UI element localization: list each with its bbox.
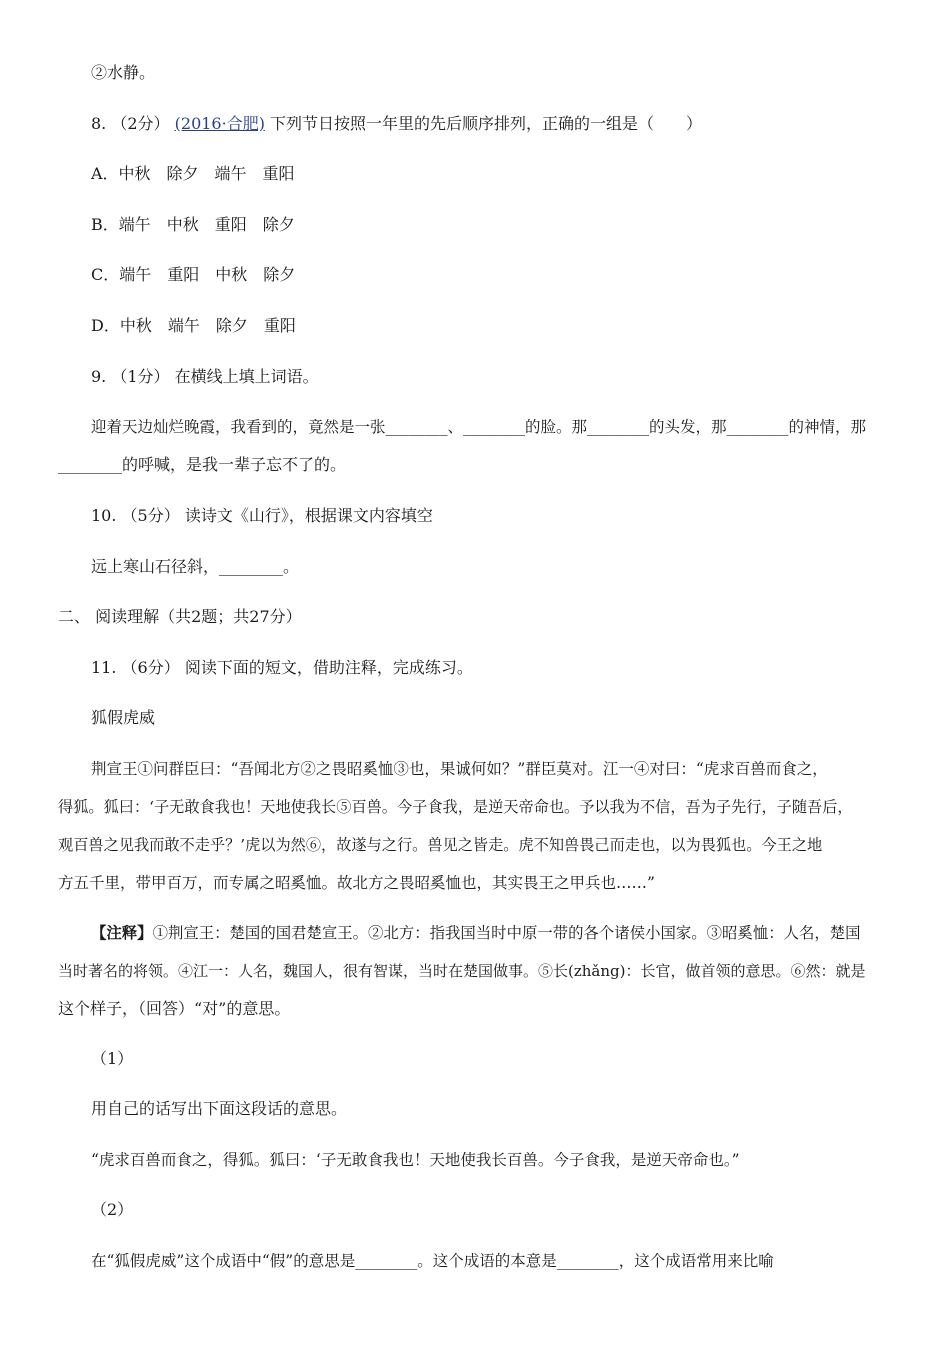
sub-question-2-text: 在“狐假虎威”这个成语中“假”的意思是________。这个成语的本意是________，这个成语常用来比喻 [91, 1252, 774, 1270]
passage-line-3: 观百兽之见我而敢不走乎？’虎以为然⑥，故遂与之行。兽见之皆走。虎不知兽畏己而走也，以为畏狐也。今王之地 [58, 836, 823, 854]
q9-number: 9. [91, 367, 107, 386]
sub-question-2-label: （2） [91, 1200, 134, 1219]
q10-score: （5分） [121, 506, 180, 525]
question-9 [91, 367, 319, 387]
passage-title: 狐假虎威 [91, 708, 156, 727]
q10-number: 10. [91, 506, 117, 525]
notes-line-2: 当时著名的将领。④江一：人名，魏国人，很有智谋，当时在楚国做事。⑤长(zhǎng)：长官，做首领的意思。⑥然：就是 [58, 962, 866, 980]
q8-option-a: A．中秋 除夕 端午 重阳 [91, 164, 295, 183]
passage-line-2: 得狐。狐曰：‘子无敢食我也！天地使我长⑤百兽。今子食我，是逆天帝命也。予以我为不信，吾为子先行，子随吾后， [58, 798, 853, 816]
sub-question-1-label: （1） [91, 1049, 134, 1068]
q9-stem: 在横线上填上词语。 [174, 367, 319, 386]
q8-stem: 下列节日按照一年里的先后顺序排列，正确的一组是（ ） [270, 114, 703, 133]
q8-score: （2分） [111, 114, 170, 133]
passage-line-4: 方五千里，带甲百万，而专属之昭奚恤。故北方之畏昭奚恤也，其实畏王之甲兵也……” [58, 874, 655, 892]
q8-option-b: B．端午 中秋 重阳 除夕 [91, 215, 295, 234]
q9-score: （1分） [111, 367, 170, 386]
q8-source-link[interactable]: (2016·合肥) [174, 114, 265, 133]
notes-label: 【注释】 [91, 924, 153, 942]
question-11 [91, 658, 473, 678]
q10-text: 远上寒山石径斜，________。 [91, 557, 300, 576]
q10-stem: 读诗文《山行》，根据课文内容填空 [184, 506, 433, 525]
notes-line-1 [91, 923, 861, 943]
q11-score: （6分） [121, 658, 180, 677]
sub-question-1-instruction: 用自己的话写出下面这段话的意思。 [91, 1099, 348, 1118]
section-2-heading [58, 607, 302, 627]
q8-number: 8. [91, 114, 107, 133]
q11-number: 11. [91, 658, 117, 677]
notes-line-3: 这个样子，（回答）“对”的意思。 [58, 999, 291, 1018]
q9-text-line-1: 迎着天边灿烂晚霞，我看到的，竟然是一张________、________的脸。那________的头发，那________的神情，那 [91, 418, 867, 436]
notes-text-1: ①荆宣王：楚国的国君楚宣王。②北方：指我国当时中原一带的各个诸侯小国家。③昭奚恤：人名，楚国 [152, 924, 861, 942]
sub-question-1-quote: “虎求百兽而食之，得狐。狐曰：‘子无敢食我也！天地使我长百兽。今子食我，是逆天帝命也。” [91, 1151, 740, 1169]
q11-stem: 阅读下面的短文，借助注释，完成练习。 [184, 658, 473, 677]
passage-line-1: 荆宣王①问群臣曰：“吾闻北方②之畏昭奚恤③也，果诚何如？”群臣莫对。江一④对曰：“虎求百兽而食之， [91, 760, 828, 778]
section-2-title: 阅读理解（共2题；共27分） [95, 607, 302, 626]
q9-text-line-2: ________的呼喊，是我一辈子忘不了的。 [58, 455, 347, 474]
prev-answer-item: ②水静。 [91, 63, 156, 82]
q8-option-c: C．端午 重阳 中秋 除夕 [91, 265, 296, 284]
q8-option-d: D．中秋 端午 除夕 重阳 [91, 316, 296, 335]
section-2-number: 二、 [58, 607, 91, 626]
question-8 [91, 114, 702, 134]
question-10 [91, 506, 433, 526]
